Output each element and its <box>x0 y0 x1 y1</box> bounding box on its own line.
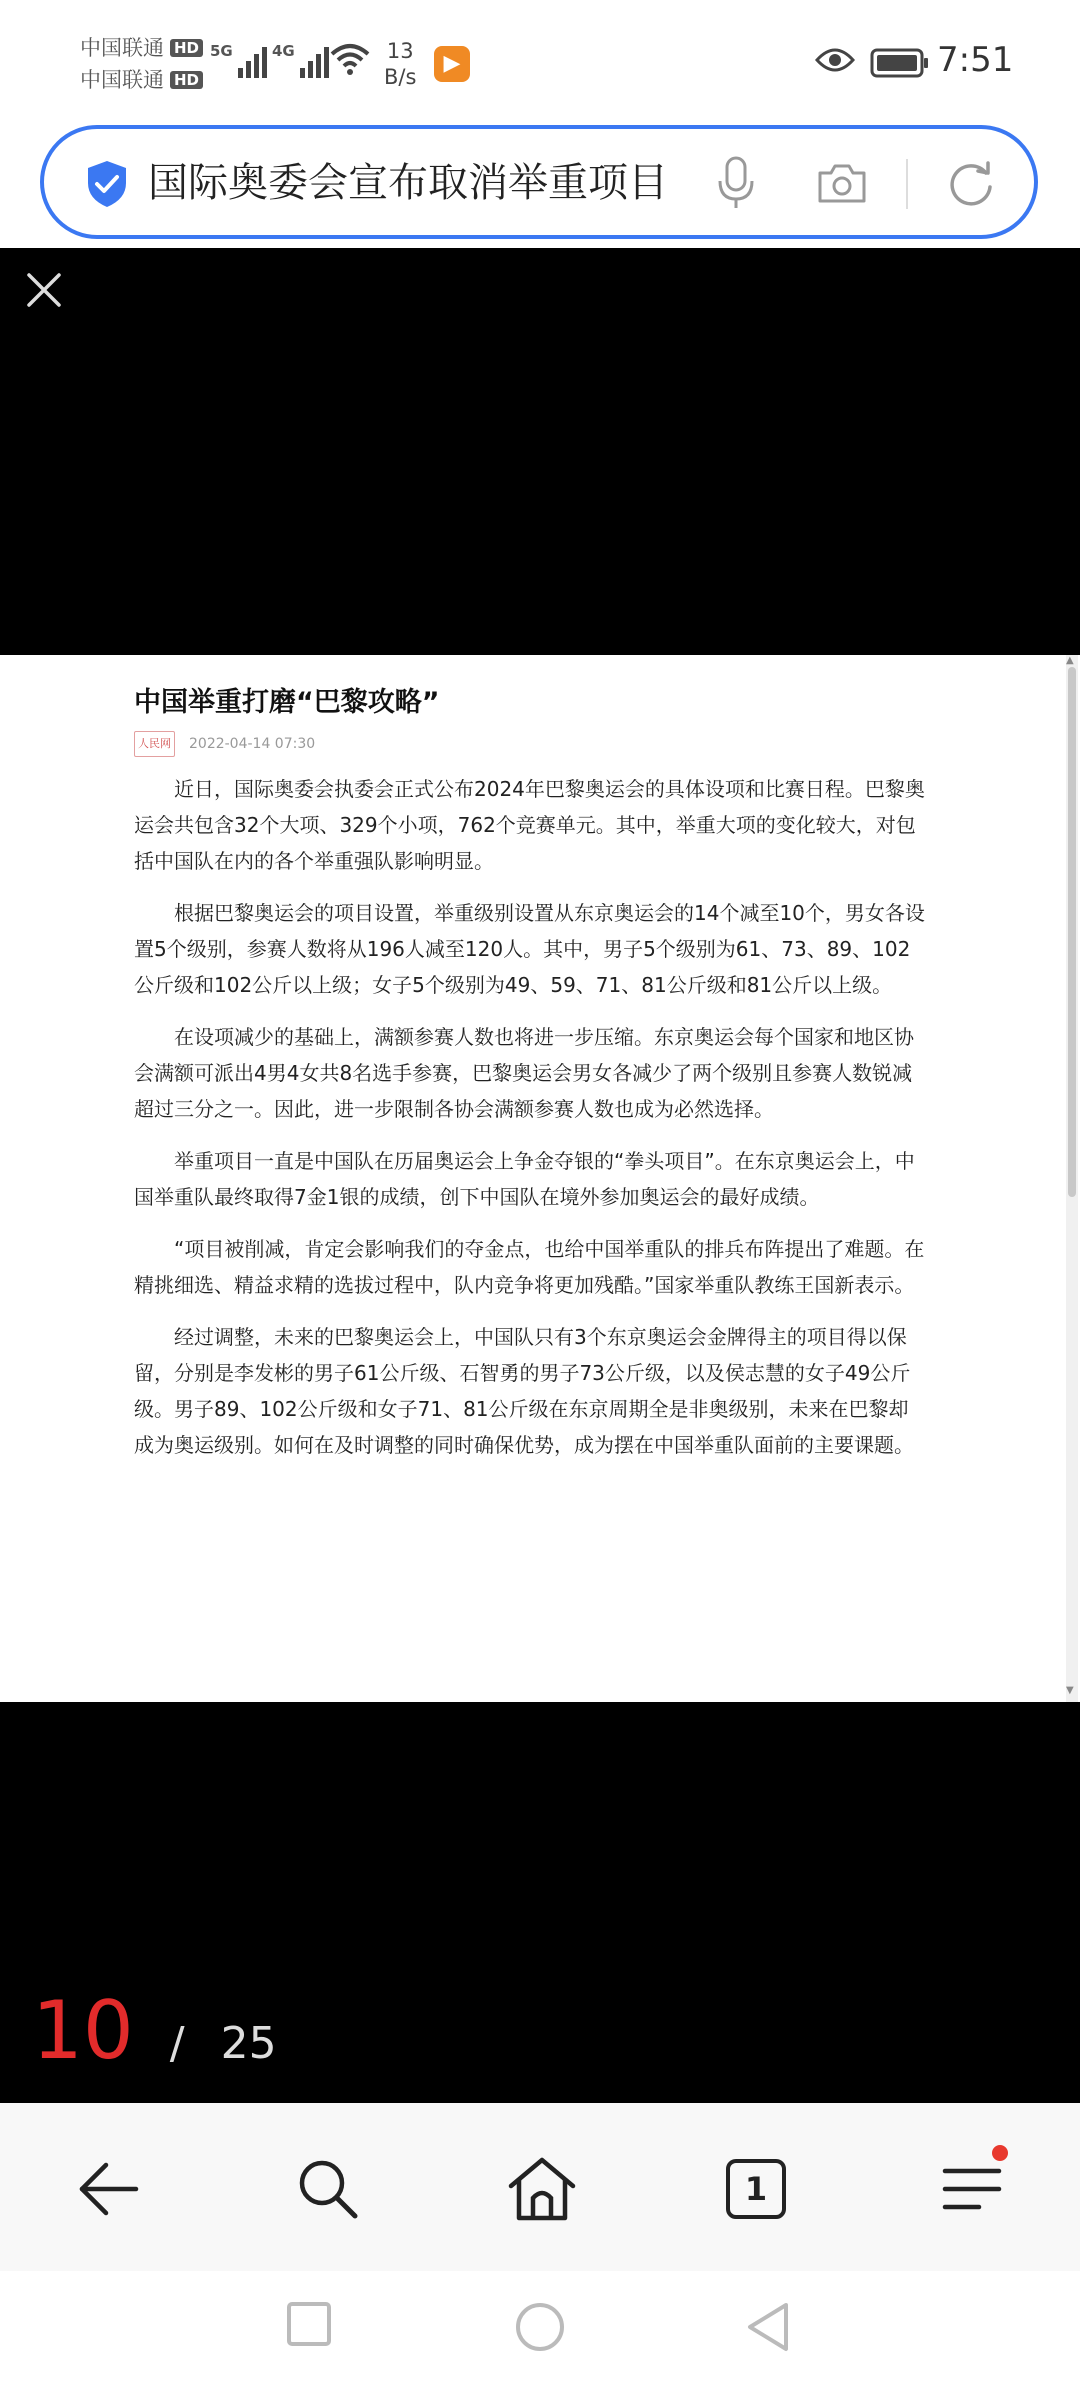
article-title: 中国举重打磨“巴黎攻略” <box>134 687 440 718</box>
menu-icon <box>939 2161 1005 2217</box>
battery-icon <box>870 48 930 82</box>
back-arrow-icon <box>76 2161 140 2217</box>
mic-icon[interactable] <box>716 155 756 215</box>
home-icon <box>507 2156 577 2222</box>
current-page: 10 <box>32 1984 134 2077</box>
article-paragraph: 举重项目一直是中国队在历届奥运会上争金夺银的“拳头项目”。在东京奥运会上，中国举重队最终取得7金1银的成绩，创下中国队在境外参加奥运会的最好成绩。 <box>134 1149 915 1209</box>
home-button[interactable] <box>502 2149 582 2229</box>
search-icon <box>295 2156 361 2222</box>
article-date: 2022-04-14 07:30 <box>189 736 316 752</box>
triangle-back-icon <box>744 2301 790 2353</box>
sim2-network: 4G <box>272 42 295 60</box>
sim1-network: 5G <box>210 42 233 60</box>
tabs-button[interactable] <box>716 2149 796 2229</box>
hd-badge-2: HD <box>170 71 203 89</box>
shield-icon[interactable] <box>84 159 130 213</box>
article-image[interactable] <box>0 655 1080 1702</box>
article-paragraph: 经过调整，未来的巴黎奥运会上，中国队只有3个东京奥运会金牌得主的项目得以保留，分别是李发彬的男子61公斤级、石智勇的男子73公斤级，以及侯志慧的女子49公斤级。男子89、102公斤级和女子71、81公斤级在东京周期全是非奥级别，未来在巴黎却成为奥运级别。如何在及时调整的同时确保优势，成为摆在中国举重队面前的主要课题。 <box>134 1325 914 1457</box>
video-app-icon: ▶ <box>434 46 470 82</box>
system-nav-bar <box>0 2271 1080 2388</box>
scrollbar-thumb[interactable] <box>1068 667 1076 1197</box>
total-pages: 25 <box>220 2018 277 2069</box>
tab-count: 1 <box>726 2159 786 2219</box>
eye-icon <box>815 46 855 78</box>
browser-toolbar <box>0 2103 1080 2271</box>
article-content <box>134 655 928 1463</box>
signal-1-icon <box>210 42 267 78</box>
refresh-icon[interactable] <box>946 159 996 213</box>
article-paragraph: 根据巴黎奥运会的项目设置，举重级别设置从东京奥运会的14个减至10个，男女各设置5个级别，参赛人数将从196人减至120人。其中，男子5个级别为61、73、89、102公斤级和102公斤以上级；女子5个级别为49、59、71、81公斤级和81公斤以上级。 <box>134 901 925 997</box>
menu-button[interactable] <box>932 2149 1012 2229</box>
speed-value: 13 <box>386 39 414 63</box>
article-paragraph: “项目被削减，肯定会影响我们的夺金点，也给中国举重队的排兵布阵提出了难题。在精挑细选、精益求精的选拔过程中，队内竞争将更加残酷。”国家举重队教练王国新表示。 <box>134 1237 925 1297</box>
close-icon[interactable] <box>24 270 64 314</box>
recents-button[interactable] <box>286 2301 332 2351</box>
circle-icon <box>514 2301 566 2353</box>
home-system-button[interactable] <box>514 2301 566 2357</box>
speed-unit: B/s <box>384 65 417 89</box>
camera-icon[interactable] <box>816 161 868 209</box>
signal-2-icon <box>272 42 329 78</box>
scroll-down-icon[interactable]: ▼ <box>1066 1685 1074 1696</box>
wifi-icon <box>330 42 370 80</box>
carrier-info <box>80 32 203 96</box>
status-bar <box>0 0 1080 125</box>
page-counter <box>32 1986 277 2076</box>
carrier-1: 中国联通 <box>80 36 164 60</box>
image-viewer[interactable] <box>0 248 1080 2103</box>
clock: 7:51 <box>937 40 1014 80</box>
back-system-button[interactable] <box>744 2301 790 2357</box>
network-speed <box>384 38 416 90</box>
notification-dot <box>992 2145 1008 2161</box>
hd-badge-1: HD <box>170 39 203 57</box>
search-box[interactable] <box>40 125 1038 239</box>
back-button[interactable] <box>68 2149 148 2229</box>
search-query[interactable]: 国际奥委会宣布取消举重项目 <box>148 160 668 206</box>
article-paragraph: 在设项减少的基础上，满额参赛人数也将进一步压缩。东京奥运会每个国家和地区协会满额可派出4男4女共8名选手参赛，巴黎奥运会男女各减少了两个级别且参赛人数锐减超过三分之一。因此，进一步限制各协会满额参赛人数也成为必然选择。 <box>134 1025 914 1121</box>
page-separator: / <box>169 2018 185 2069</box>
square-icon <box>286 2301 332 2347</box>
search-divider <box>906 159 908 209</box>
search-button[interactable] <box>288 2149 368 2229</box>
scroll-up-icon[interactable]: ▲ <box>1066 655 1074 666</box>
address-bar-area <box>0 125 1080 248</box>
article-paragraph: 近日，国际奥委会执委会正式公布2024年巴黎奥运会的具体设项和比赛日程。巴黎奥运会共包含32个大项、329个小项，762个竞赛单元。其中，举重大项的变化较大，对包括中国队在内的各个举重强队影响明显。 <box>134 777 925 873</box>
carrier-2: 中国联通 <box>80 68 164 92</box>
article-meta <box>134 731 928 757</box>
source-logo: 人民网 <box>134 731 175 757</box>
